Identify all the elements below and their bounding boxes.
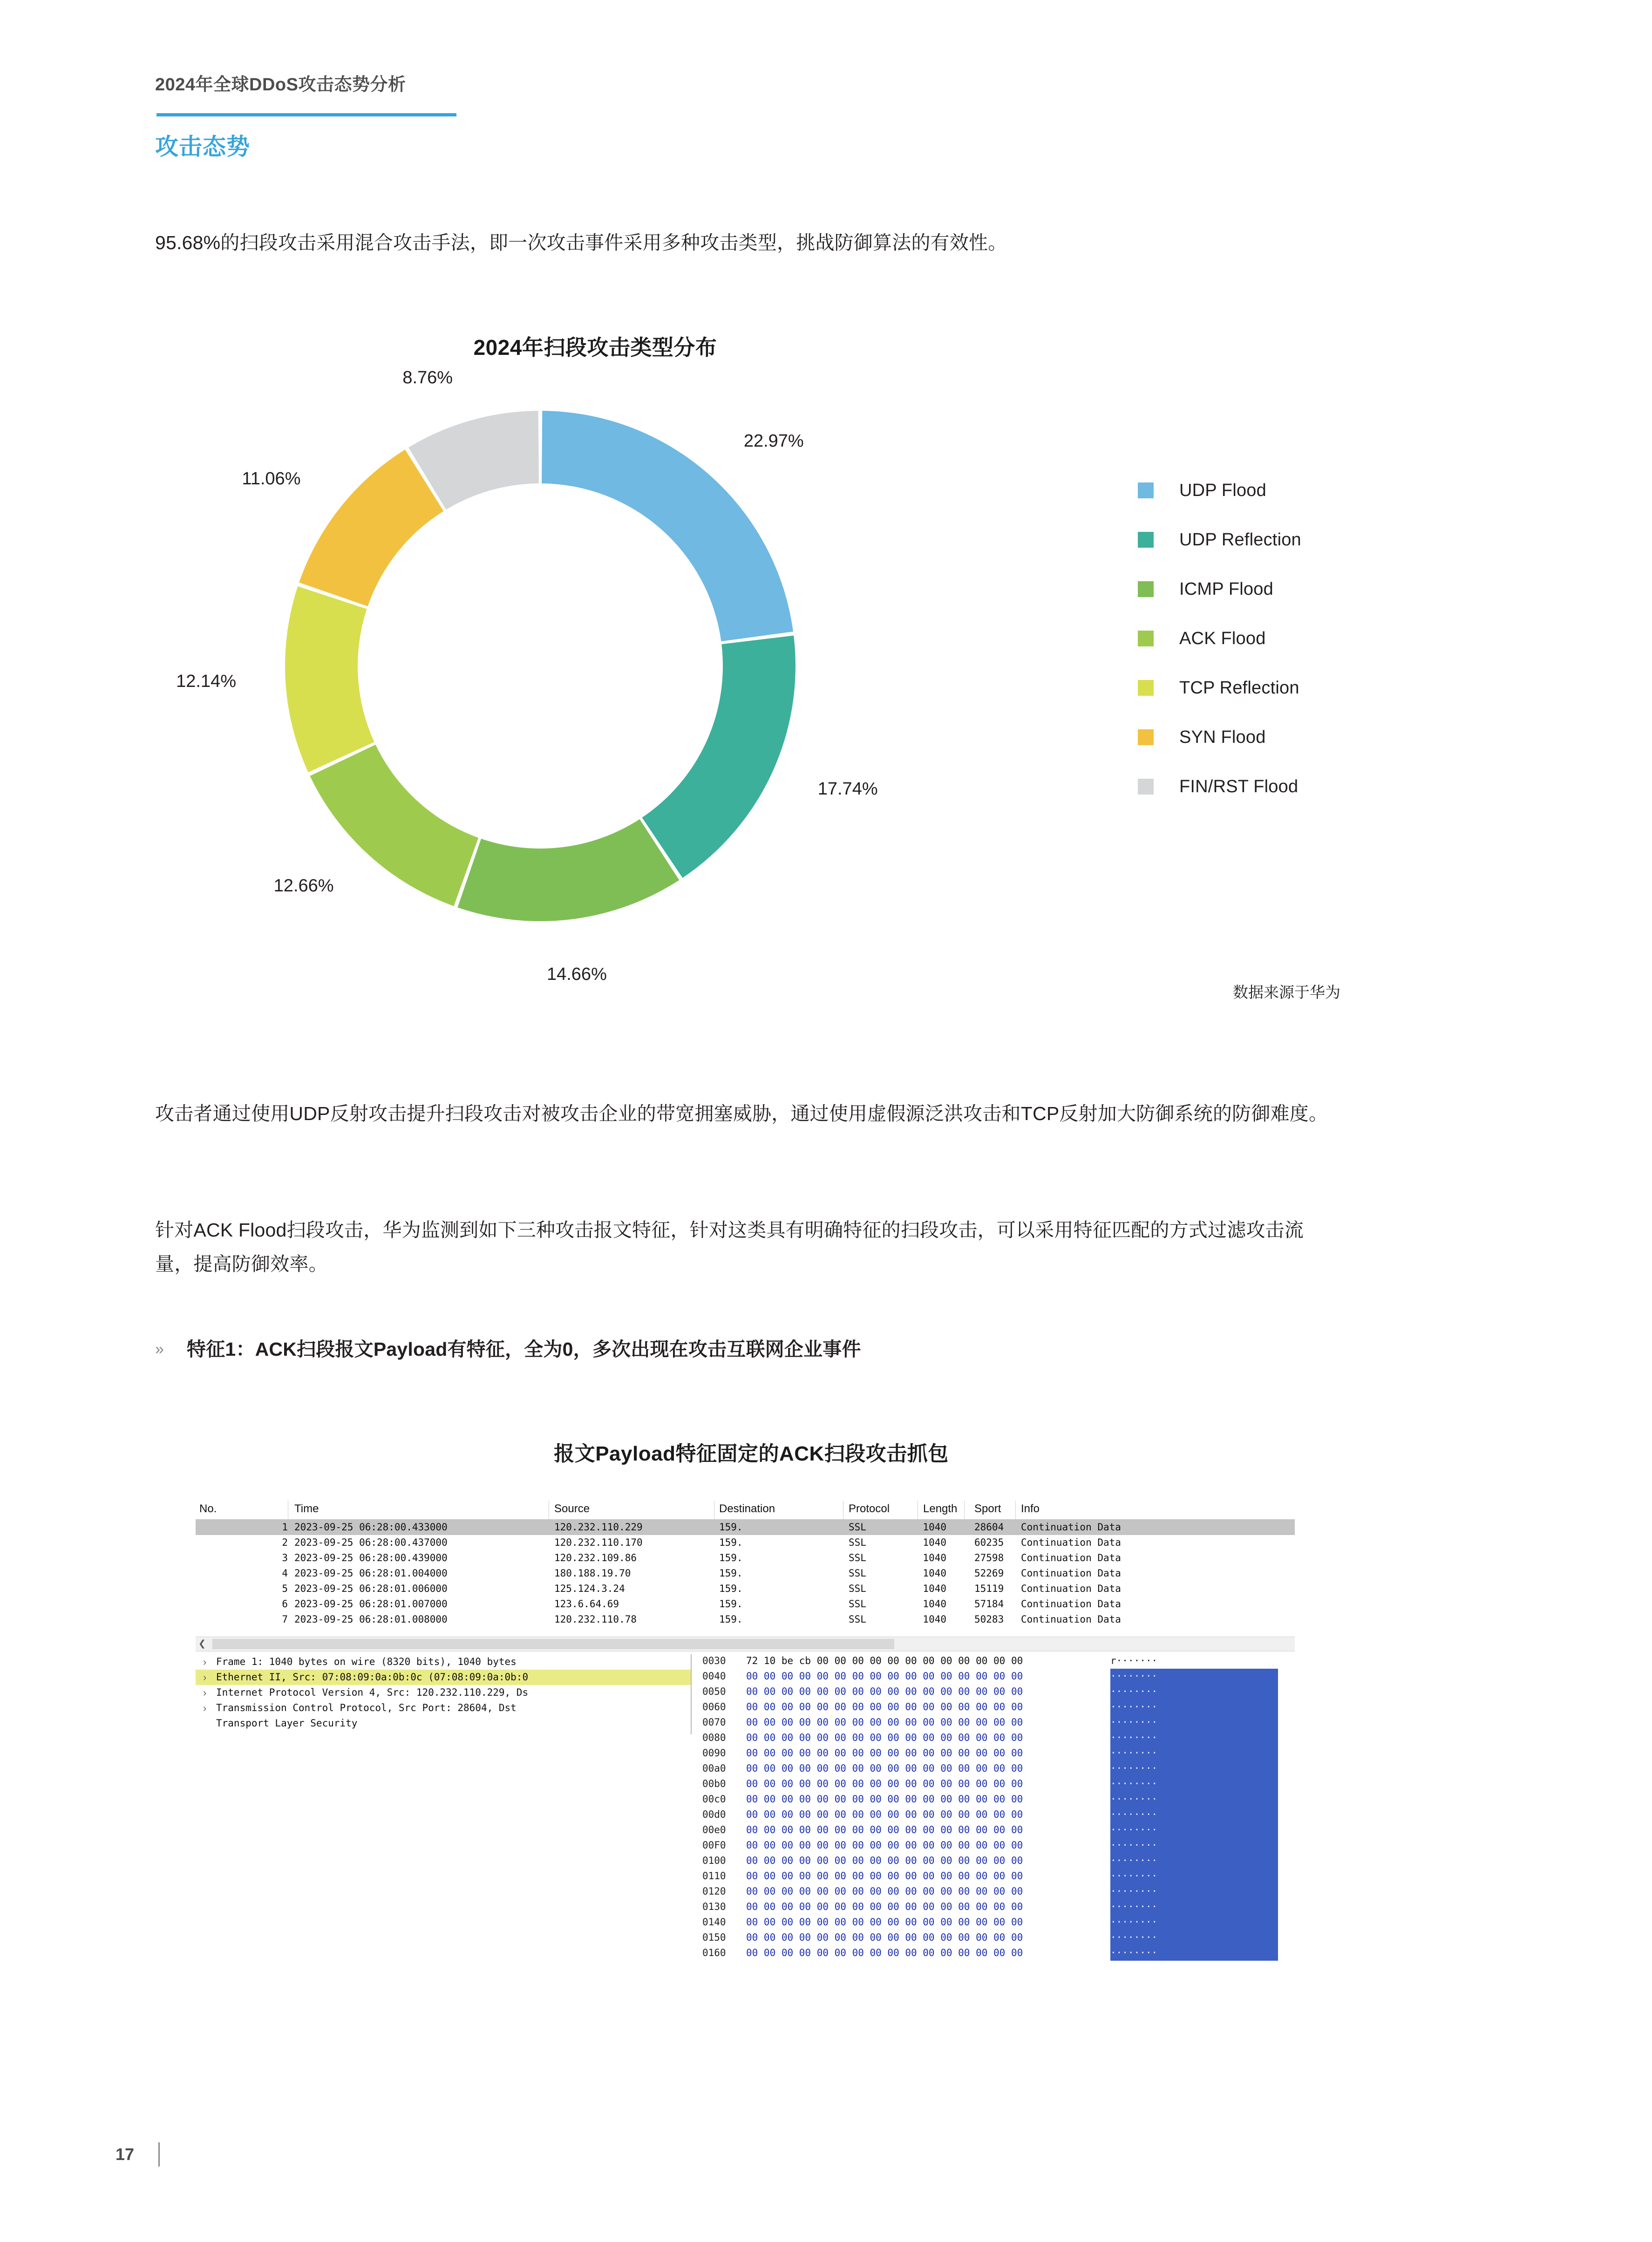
packet-cell-sport: 15119	[974, 1583, 1004, 1594]
packet-list-body	[196, 1520, 1295, 1627]
packet-row[interactable]	[196, 1535, 1295, 1550]
legend-item-tcp-reflection	[1138, 663, 1492, 713]
hex-bytes: 00 00 00 00 00 00 00 00 00 00 00 00 00 00 00 00	[746, 1686, 1023, 1697]
packet-cell-source: 120.232.110.229	[554, 1522, 643, 1533]
legend-label: FIN/RST Flood	[1179, 776, 1298, 796]
packet-cell-info: Continuation Data	[1021, 1598, 1121, 1610]
hex-offset: 00c0	[702, 1794, 726, 1805]
hex-bytes: 00 00 00 00 00 00 00 00 00 00 00 00 00 00 00 00	[746, 1778, 1023, 1789]
legend-item-icmp-flood	[1138, 564, 1492, 614]
body-paragraph-three: 针对ACK Flood扫段攻击，华为监测到如下三种攻击报文特征，针对这类具有明确特征的扫段攻击，可以采用特征匹配的方式过滤攻击流量，提高防御效率。	[155, 1219, 1304, 1275]
packet-row[interactable]	[196, 1597, 1295, 1612]
packet-cell-sport: 52269	[974, 1568, 1004, 1579]
hex-offset: 00d0	[702, 1809, 726, 1820]
hex-dump-row	[702, 1699, 1295, 1715]
hex-ascii: ········	[1110, 1807, 1278, 1822]
column-header-info[interactable]: Info	[1021, 1502, 1040, 1515]
percent-label-syn-flood: 11.06%	[242, 469, 301, 489]
detail-tree-label: Transport Layer Security	[216, 1718, 358, 1729]
hex-offset: 0110	[702, 1870, 726, 1882]
packet-cell-destination: 159.	[719, 1598, 743, 1610]
packet-detail-tree	[196, 1654, 691, 1733]
hex-ascii: ········	[1110, 1669, 1278, 1684]
column-separator	[1015, 1501, 1016, 1519]
column-header-destination[interactable]: Destination	[719, 1502, 775, 1515]
packet-bytes-hex-pane	[702, 1653, 1295, 2056]
legend-label: TCP Reflection	[1179, 678, 1299, 698]
percent-label-udp-reflection: 17.74%	[817, 779, 878, 799]
packet-cell-sport: 57184	[974, 1598, 1004, 1610]
hex-bytes: 00 00 00 00 00 00 00 00 00 00 00 00 00 00 00 00	[746, 1671, 1023, 1682]
legend-item-fin-rst-flood	[1138, 762, 1492, 811]
column-header-protocol[interactable]: Protocol	[849, 1502, 890, 1515]
hex-ascii: ········	[1110, 1699, 1278, 1715]
packet-cell-time: 2023-09-25 06:28:01.004000	[294, 1568, 448, 1579]
feature-bullet	[155, 1334, 1347, 1364]
hex-bytes: 00 00 00 00 00 00 00 00 00 00 00 00 00 00 00 00	[746, 1794, 1023, 1805]
hex-ascii: ········	[1110, 1899, 1278, 1915]
hex-bytes: 00 00 00 00 00 00 00 00 00 00 00 00 00 00 00 00	[746, 1855, 1023, 1866]
hex-offset: 00a0	[702, 1763, 726, 1774]
donut-slice-ack-flood	[310, 745, 478, 906]
packet-cell-source: 120.232.109.86	[554, 1552, 637, 1563]
hex-offset: 0140	[702, 1916, 726, 1928]
legend-swatch-icon	[1138, 680, 1154, 696]
hex-bytes: 00 00 00 00 00 00 00 00 00 00 00 00 00 00 00 00	[746, 1886, 1023, 1897]
packet-cell-no: 2	[282, 1537, 288, 1548]
legend-item-syn-flood	[1138, 713, 1492, 762]
packet-cell-protocol: SSL	[849, 1568, 866, 1579]
donut-svg	[279, 405, 801, 927]
hex-bytes: 00 00 00 00 00 00 00 00 00 00 00 00 00 00 00 00	[746, 1763, 1023, 1774]
footer-rule	[158, 2142, 160, 2167]
wireshark-capture-figure	[196, 1499, 1295, 2058]
attack-type-donut-chart	[155, 321, 1506, 985]
hex-dump-row	[702, 1899, 1295, 1915]
bullet-marker-icon: »	[155, 1340, 164, 1358]
packet-cell-no: 6	[282, 1598, 288, 1610]
packet-cell-protocol: SSL	[849, 1522, 866, 1533]
donut-slice-tcp-reflection	[285, 586, 374, 772]
percent-label-ack-flood: 12.66%	[273, 876, 334, 896]
expand-chevron-icon[interactable]: ›	[203, 1687, 207, 1698]
packet-row[interactable]	[196, 1566, 1295, 1581]
hex-dump-row	[702, 1653, 1295, 1669]
hex-bytes: 00 00 00 00 00 00 00 00 00 00 00 00 00 00 00 00	[746, 1717, 1023, 1728]
packet-cell-time: 2023-09-25 06:28:00.439000	[294, 1552, 448, 1563]
packet-cell-no: 1	[282, 1522, 288, 1533]
packet-row[interactable]	[196, 1550, 1295, 1566]
hex-offset: 00b0	[702, 1778, 726, 1789]
packet-cell-destination: 159.	[719, 1583, 743, 1594]
hex-ascii: r·······	[1110, 1655, 1158, 1666]
percent-label-udp-flood: 22.97%	[743, 431, 804, 451]
detail-tree-row[interactable]	[196, 1700, 691, 1716]
hex-offset: 0070	[702, 1717, 726, 1728]
hex-bytes: 00 00 00 00 00 00 00 00 00 00 00 00 00 00 00 00	[746, 1870, 1023, 1882]
legend-label: ICMP Flood	[1179, 579, 1273, 599]
packet-cell-length: 1040	[923, 1614, 946, 1625]
packet-cell-length: 1040	[923, 1522, 946, 1533]
bullet-label: 特征1：ACK扫段报文Payload有特征，全为0，多次出现在攻击互联网企业事件	[187, 1338, 861, 1360]
hex-bytes: 00 00 00 00 00 00 00 00 00 00 00 00 00 00 00 00	[746, 1732, 1023, 1743]
packet-cell-no: 7	[282, 1614, 288, 1625]
hex-ascii: ········	[1110, 1884, 1278, 1899]
detail-tree-row[interactable]	[196, 1685, 691, 1700]
figure-title: 报文Payload特征固定的ACK扫段攻击抓包	[554, 1442, 949, 1465]
percent-label-icmp-flood: 14.66%	[546, 965, 607, 985]
packet-cell-no: 3	[282, 1552, 288, 1563]
packet-cell-source: 180.188.19.70	[554, 1568, 631, 1579]
hex-dump-row	[702, 1715, 1295, 1730]
hex-dump-row	[702, 1930, 1295, 1945]
hex-ascii: ········	[1110, 1838, 1278, 1853]
hex-ascii: ········	[1110, 1792, 1278, 1807]
packet-cell-sport: 28604	[974, 1522, 1004, 1533]
packet-cell-source: 123.6.64.69	[554, 1598, 619, 1610]
hex-bytes: 72 10 be cb 00 00 00 00 00 00 00 00 00 00 00 00	[746, 1655, 1023, 1666]
hex-offset: 0130	[702, 1901, 726, 1912]
percent-label-fin-rst-flood: 8.76%	[402, 368, 453, 388]
packet-cell-sport: 60235	[974, 1537, 1004, 1548]
horizontal-scrollbar[interactable]	[196, 1637, 1295, 1651]
hex-dump-row	[702, 1945, 1295, 1961]
scroll-left-icon[interactable]: ❮	[198, 1639, 206, 1649]
packet-cell-time: 2023-09-25 06:28:01.007000	[294, 1598, 448, 1610]
column-header-no[interactable]: No.	[199, 1502, 217, 1515]
legend-item-udp-reflection	[1138, 515, 1492, 564]
body-paragraph-two: 攻击者通过使用UDP反射攻击提升扫段攻击对被攻击企业的带宽拥塞威胁，通过使用虚假源泛洪攻击和TCP反射加大防御系统的防御难度。	[155, 1103, 1328, 1124]
hex-bytes: 00 00 00 00 00 00 00 00 00 00 00 00 00 00 00 00	[746, 1947, 1023, 1958]
expand-chevron-icon[interactable]: ›	[203, 1656, 207, 1668]
hex-ascii: ········	[1110, 1684, 1278, 1699]
hex-dump-row	[702, 1669, 1295, 1684]
hex-offset: 0040	[702, 1671, 726, 1682]
legend-item-ack-flood	[1138, 614, 1492, 663]
packet-cell-no: 5	[282, 1583, 288, 1594]
donut-graphic	[279, 405, 801, 927]
packet-cell-protocol: SSL	[849, 1614, 866, 1625]
packet-cell-sport: 27598	[974, 1552, 1004, 1563]
packet-cell-protocol: SSL	[849, 1537, 866, 1548]
hex-ascii: ········	[1110, 1715, 1278, 1730]
hex-ascii: ········	[1110, 1868, 1278, 1884]
hex-ascii: ········	[1110, 1930, 1278, 1945]
packet-list-header	[196, 1499, 1295, 1520]
hex-offset: 0090	[702, 1747, 726, 1759]
hex-ascii: ········	[1110, 1822, 1278, 1838]
legend-label: ACK Flood	[1179, 628, 1266, 648]
packet-cell-info: Continuation Data	[1021, 1568, 1121, 1579]
hex-bytes: 00 00 00 00 00 00 00 00 00 00 00 00 00 00 00 00	[746, 1701, 1023, 1712]
packet-row[interactable]	[196, 1520, 1295, 1535]
column-header-time[interactable]: Time	[294, 1502, 319, 1515]
hex-ascii: ········	[1110, 1915, 1278, 1930]
hex-bytes: 00 00 00 00 00 00 00 00 00 00 00 00 00 00 00 00	[746, 1901, 1023, 1912]
chart-title: 2024年扫段攻击类型分布	[473, 335, 717, 360]
legend-swatch-icon	[1138, 779, 1154, 795]
column-header-sport[interactable]: Sport	[974, 1502, 1001, 1515]
legend-swatch-icon	[1138, 532, 1154, 548]
hex-bytes: 00 00 00 00 00 00 00 00 00 00 00 00 00 00 00 00	[746, 1932, 1023, 1943]
hex-ascii: ········	[1110, 1746, 1278, 1761]
detail-tree-row[interactable]	[196, 1670, 691, 1685]
hex-ascii: ········	[1110, 1945, 1278, 1961]
hex-dump-row	[702, 1684, 1295, 1699]
hex-ascii: ········	[1110, 1853, 1278, 1868]
column-header-length[interactable]: Length	[923, 1502, 958, 1515]
packet-cell-length: 1040	[923, 1537, 946, 1548]
packet-cell-info: Continuation Data	[1021, 1552, 1121, 1563]
expand-chevron-icon[interactable]: ›	[203, 1702, 207, 1714]
packet-cell-destination: 159.	[719, 1522, 743, 1533]
intro-paragraph: 95.68%的扫段攻击采用混合攻击手法，即一次攻击事件采用多种攻击类型，挑战防御算法的有效性。	[155, 232, 1007, 253]
legend-swatch-icon	[1138, 581, 1154, 597]
legend-swatch-icon	[1138, 729, 1154, 745]
detail-tree-row[interactable]	[196, 1716, 691, 1731]
hex-bytes: 00 00 00 00 00 00 00 00 00 00 00 00 00 00 00 00	[746, 1824, 1023, 1835]
hex-offset: 0150	[702, 1932, 726, 1943]
chart-legend	[1138, 466, 1492, 811]
hex-dump-row	[702, 1807, 1295, 1822]
hex-dump-row	[702, 1761, 1295, 1776]
packet-cell-length: 1040	[923, 1598, 946, 1610]
hex-offset: 0050	[702, 1686, 726, 1697]
column-header-source[interactable]: Source	[554, 1502, 590, 1515]
hex-dump-row	[702, 1853, 1295, 1868]
column-separator	[964, 1501, 965, 1519]
packet-row[interactable]	[196, 1612, 1295, 1627]
packet-cell-info: Continuation Data	[1021, 1614, 1121, 1625]
hex-bytes: 00 00 00 00 00 00 00 00 00 00 00 00 00 00 00 00	[746, 1809, 1023, 1820]
packet-cell-source: 120.232.110.78	[554, 1614, 637, 1625]
hex-dump-row	[702, 1915, 1295, 1930]
hex-offset: 00e0	[702, 1824, 726, 1835]
packet-cell-destination: 159.	[719, 1568, 743, 1579]
donut-slice-icmp-flood	[457, 819, 679, 921]
packet-cell-source: 125.124.3.24	[554, 1583, 625, 1594]
packet-cell-sport: 50283	[974, 1614, 1004, 1625]
hex-ascii: ········	[1110, 1776, 1278, 1792]
legend-item-udp-flood	[1138, 466, 1492, 515]
scrollbar-thumb[interactable]	[212, 1639, 894, 1649]
page-number: 17	[116, 2145, 135, 2164]
legend-label: SYN Flood	[1179, 727, 1266, 747]
hex-offset: 0060	[702, 1701, 726, 1712]
hex-bytes: 00 00 00 00 00 00 00 00 00 00 00 00 00 00 00 00	[746, 1840, 1023, 1851]
packet-cell-time: 2023-09-25 06:28:01.006000	[294, 1583, 448, 1594]
packet-cell-no: 4	[282, 1568, 288, 1579]
packet-cell-protocol: SSL	[849, 1583, 866, 1594]
expand-chevron-icon[interactable]: ›	[203, 1671, 207, 1683]
packet-row[interactable]	[196, 1581, 1295, 1597]
packet-cell-info: Continuation Data	[1021, 1583, 1121, 1594]
packet-cell-protocol: SSL	[849, 1552, 866, 1563]
hex-bytes: 00 00 00 00 00 00 00 00 00 00 00 00 00 00 00 00	[746, 1916, 1023, 1928]
hex-offset: 0030	[702, 1655, 726, 1666]
header-rule	[156, 113, 456, 116]
packet-cell-length: 1040	[923, 1552, 946, 1563]
donut-slice-syn-flood	[299, 449, 443, 606]
hex-offset: 00F0	[702, 1840, 726, 1851]
hex-dump-row	[702, 1746, 1295, 1761]
hex-offset: 0120	[702, 1886, 726, 1897]
chart-source-note: 数据来源于华为	[1233, 984, 1340, 1001]
hex-dump-row	[702, 1884, 1295, 1899]
hex-ascii: ········	[1110, 1761, 1278, 1776]
hex-dump-row	[702, 1868, 1295, 1884]
hex-offset: 0100	[702, 1855, 726, 1866]
detail-tree-label: Internet Protocol Version 4, Src: 120.232.110.229, Ds	[216, 1687, 529, 1698]
donut-slice-udp-reflection	[642, 636, 795, 878]
packet-cell-source: 120.232.110.170	[554, 1537, 643, 1548]
hex-dump-row	[702, 1776, 1295, 1792]
hex-dump-row	[702, 1730, 1295, 1746]
legend-label: UDP Flood	[1179, 480, 1266, 500]
packet-cell-info: Continuation Data	[1021, 1537, 1121, 1548]
percent-label-tcp-reflection: 12.14%	[176, 671, 236, 691]
hex-dump-row	[702, 1792, 1295, 1807]
running-head: 2024年全球DDoS攻击态势分析	[155, 75, 406, 95]
section-title: 攻击态势	[155, 134, 250, 160]
legend-label: UDP Reflection	[1179, 530, 1301, 550]
packet-cell-length: 1040	[923, 1583, 946, 1594]
legend-swatch-icon	[1138, 631, 1154, 646]
hex-ascii: ········	[1110, 1730, 1278, 1746]
pane-divider	[691, 1654, 692, 1734]
hex-offset: 0080	[702, 1732, 726, 1743]
packet-cell-destination: 159.	[719, 1552, 743, 1563]
hex-dump-row	[702, 1822, 1295, 1838]
hex-dump-row	[702, 1838, 1295, 1853]
detail-tree-label: Transmission Control Protocol, Src Port: 28604, Dst	[216, 1702, 523, 1713]
packet-cell-destination: 159.	[719, 1537, 743, 1548]
detail-tree-label: Ethernet II, Src: 07:08:09:0a:0b:0c (07:08:09:0a:0b:0	[216, 1671, 529, 1683]
hex-bytes: 00 00 00 00 00 00 00 00 00 00 00 00 00 00 00 00	[746, 1747, 1023, 1759]
detail-tree-label: Frame 1: 1040 bytes on wire (8320 bits), 1040 bytes	[216, 1656, 517, 1667]
packet-cell-time: 2023-09-25 06:28:00.433000	[294, 1522, 448, 1533]
packet-cell-info: Continuation Data	[1021, 1522, 1121, 1533]
detail-tree-row[interactable]	[196, 1654, 691, 1670]
packet-cell-destination: 159.	[719, 1614, 743, 1625]
hex-offset: 0160	[702, 1947, 726, 1958]
packet-cell-length: 1040	[923, 1568, 946, 1579]
packet-cell-time: 2023-09-25 06:28:00.437000	[294, 1537, 448, 1548]
packet-cell-protocol: SSL	[849, 1598, 866, 1610]
legend-swatch-icon	[1138, 482, 1154, 498]
packet-cell-time: 2023-09-25 06:28:01.008000	[294, 1614, 448, 1625]
